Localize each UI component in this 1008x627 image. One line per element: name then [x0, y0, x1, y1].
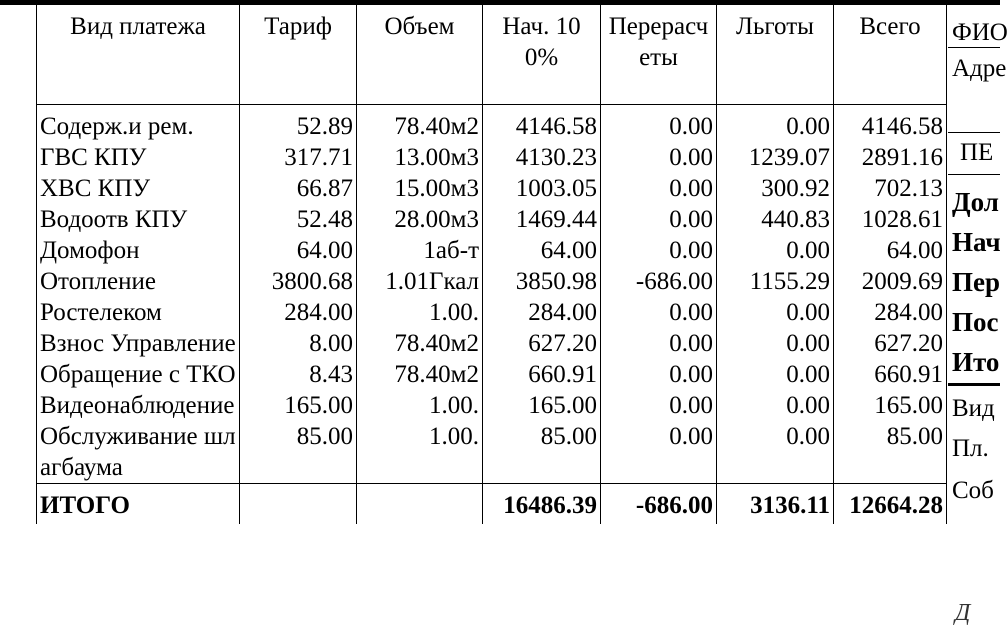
table-row	[37, 266, 947, 297]
totals-total: 12664.28	[834, 484, 947, 525]
debt-label: Дол	[952, 187, 999, 217]
table-row	[37, 328, 947, 359]
row-charged: 165.00	[483, 390, 601, 421]
totals-recalc: -686.00	[601, 484, 717, 525]
row-charged: 660.91	[483, 359, 601, 390]
partial-text: Д	[955, 600, 971, 626]
header-recalc: Перерасчеты	[601, 5, 717, 105]
table-row	[37, 297, 947, 328]
row-volume: 78.40м2	[357, 359, 483, 390]
row-recalc: 0.00	[601, 235, 717, 266]
row-charged: 3850.98	[483, 266, 601, 297]
table-row	[37, 235, 947, 266]
row-benefits: 300.92	[717, 173, 834, 204]
row-benefits: 0.00	[717, 297, 834, 328]
header-tariff: Тариф	[240, 5, 357, 105]
row-tariff: 317.71	[240, 142, 357, 173]
row-total: 660.91	[834, 359, 947, 390]
recalc-label: Пер	[952, 267, 1001, 297]
row-charged: 1003.05	[483, 173, 601, 204]
table-row	[37, 173, 947, 204]
row-recalc: 0.00	[601, 421, 717, 484]
row-charged: 4130.23	[483, 142, 601, 173]
table-row	[37, 111, 947, 142]
row-tariff: 8.43	[240, 359, 357, 390]
table-row	[37, 421, 947, 484]
row-payment-name: Отопление	[37, 266, 240, 297]
fio-label: ФИО	[952, 19, 1008, 46]
row-tariff: 85.00	[240, 421, 357, 484]
row-total: 165.00	[834, 390, 947, 421]
address-label: Адре	[952, 55, 1007, 82]
payments-table	[36, 5, 947, 524]
row-charged: 627.20	[483, 328, 601, 359]
table-row	[37, 359, 947, 390]
totals-row	[37, 484, 947, 525]
row-total: 702.13	[834, 173, 947, 204]
row-charged: 85.00	[483, 421, 601, 484]
header-total: Всего	[834, 5, 947, 105]
row-tariff: 64.00	[240, 235, 357, 266]
row-benefits: 440.83	[717, 204, 834, 235]
table-header-row	[37, 5, 947, 105]
row-benefits: 0.00	[717, 359, 834, 390]
totals-charged: 16486.39	[483, 484, 601, 525]
row-payment-name: Обслуживание шлагбаума	[37, 421, 240, 484]
row-benefits: 0.00	[717, 235, 834, 266]
row-tariff: 284.00	[240, 297, 357, 328]
row-recalc: 0.00	[601, 359, 717, 390]
totals-benefits: 3136.11	[717, 484, 834, 525]
pe-label: ПЕ	[960, 139, 994, 166]
row-total: 1028.61	[834, 204, 947, 235]
row-tariff: 165.00	[240, 390, 357, 421]
row-tariff: 52.48	[240, 204, 357, 235]
header-volume: Объем	[357, 5, 483, 105]
header-benefits: Льготы	[717, 5, 834, 105]
owner-label: Соб	[952, 477, 994, 504]
row-tariff: 3800.68	[240, 266, 357, 297]
totals-tariff	[240, 484, 357, 525]
row-volume: 28.00м3	[357, 204, 483, 235]
row-benefits: 0.00	[717, 111, 834, 142]
row-benefits: 1155.29	[717, 266, 834, 297]
row-recalc: 0.00	[601, 111, 717, 142]
charged-label: Нач	[952, 227, 1001, 257]
row-volume: 1.00.	[357, 421, 483, 484]
row-total: 2009.69	[834, 266, 947, 297]
header-payment-type: Вид платежа	[37, 5, 240, 105]
row-tariff: 8.00	[240, 328, 357, 359]
row-total: 284.00	[834, 297, 947, 328]
table-row	[37, 390, 947, 421]
row-volume: 1.00.	[357, 390, 483, 421]
row-payment-name: Домофон	[37, 235, 240, 266]
row-volume: 1аб-т	[357, 235, 483, 266]
row-total: 627.20	[834, 328, 947, 359]
row-payment-name: Водоотв КПУ	[37, 204, 240, 235]
row-payment-name: ГВС КПУ	[37, 142, 240, 173]
area-label: Пл.	[952, 435, 989, 462]
total-label: Ито	[952, 347, 1000, 377]
row-benefits: 0.00	[717, 421, 834, 484]
table-row	[37, 204, 947, 235]
row-payment-name: Видеонаблюдение	[37, 390, 240, 421]
row-tariff: 52.89	[240, 111, 357, 142]
row-benefits: 0.00	[717, 328, 834, 359]
row-recalc: 0.00	[601, 204, 717, 235]
row-charged: 4146.58	[483, 111, 601, 142]
row-volume: 78.40м2	[357, 111, 483, 142]
row-payment-name: Содерж.и рем.	[37, 111, 240, 142]
header-charged: Нач. 100%	[483, 5, 601, 105]
row-volume: 13.00м3	[357, 142, 483, 173]
row-volume: 1.01Гкал	[357, 266, 483, 297]
row-recalc: 0.00	[601, 142, 717, 173]
right-panel	[948, 5, 1008, 617]
totals-label: ИТОГО	[37, 484, 240, 525]
row-total: 2891.16	[834, 142, 947, 173]
row-payment-name: Обращение с ТКО	[37, 359, 240, 390]
row-volume: 78.40м2	[357, 328, 483, 359]
row-total: 85.00	[834, 421, 947, 484]
row-recalc: 0.00	[601, 328, 717, 359]
row-payment-name: Ростелеком	[37, 297, 240, 328]
totals-volume	[357, 484, 483, 525]
row-recalc: -686.00	[601, 266, 717, 297]
row-tariff: 66.87	[240, 173, 357, 204]
row-volume: 1.00.	[357, 297, 483, 328]
row-payment-name: ХВС КПУ	[37, 173, 240, 204]
table-row	[37, 142, 947, 173]
row-benefits: 0.00	[717, 390, 834, 421]
row-recalc: 0.00	[601, 390, 717, 421]
row-charged: 64.00	[483, 235, 601, 266]
row-total: 64.00	[834, 235, 947, 266]
row-recalc: 0.00	[601, 173, 717, 204]
received-label: Пос	[952, 307, 999, 337]
row-charged: 284.00	[483, 297, 601, 328]
row-recalc: 0.00	[601, 297, 717, 328]
row-total: 4146.58	[834, 111, 947, 142]
row-payment-name: Взнос Управление	[37, 328, 240, 359]
row-benefits: 1239.07	[717, 142, 834, 173]
row-charged: 1469.44	[483, 204, 601, 235]
type-label: Вид	[952, 395, 995, 422]
row-volume: 15.00м3	[357, 173, 483, 204]
